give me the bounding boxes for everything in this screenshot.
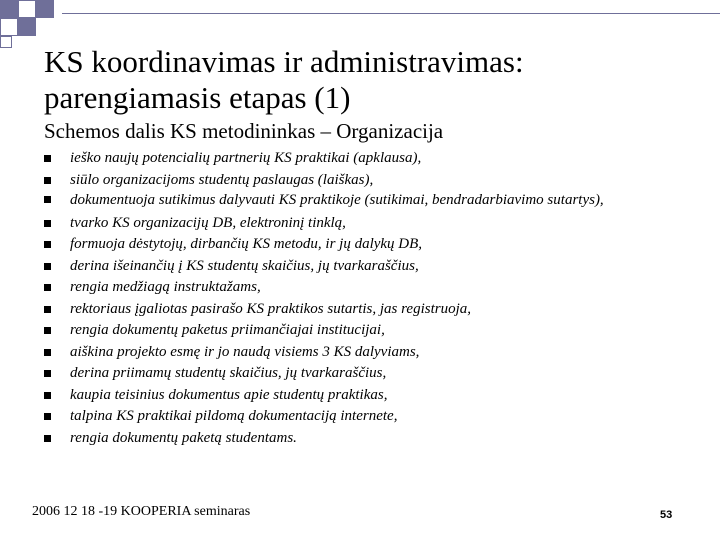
list-item bbox=[44, 234, 684, 256]
square-bullet-icon bbox=[44, 220, 51, 227]
decor-square-1 bbox=[0, 0, 18, 18]
page-number: 53 bbox=[660, 509, 673, 521]
list-item bbox=[44, 385, 684, 407]
square-bullet-icon bbox=[44, 263, 51, 270]
list-item-text: aiškina projekto esmę ir jo naudą visiems 3 KS dalyviams, bbox=[70, 343, 420, 360]
list-item bbox=[44, 342, 684, 364]
header-divider-line bbox=[62, 13, 720, 14]
list-item-text: kaupia teisinius dokumentus apie studentų praktikas, bbox=[70, 386, 388, 403]
square-bullet-icon bbox=[44, 349, 51, 356]
footer-event-text: 2006 12 18 -19 KOOPERIA seminaras bbox=[32, 504, 251, 519]
list-item-text: tvarko KS organizacijų DB, elektroninį tinklą, bbox=[70, 214, 346, 231]
list-item bbox=[44, 428, 684, 450]
list-item-text: rektoriaus įgaliotas pasirašo KS praktikos sutartis, jas registruoja, bbox=[70, 300, 472, 317]
decor-square-2 bbox=[18, 0, 36, 18]
decor-square-6 bbox=[0, 36, 12, 48]
list-item bbox=[44, 170, 684, 192]
square-bullet-icon bbox=[44, 327, 51, 334]
square-bullet-icon bbox=[44, 284, 51, 291]
list-item bbox=[44, 148, 684, 170]
list-item bbox=[44, 213, 684, 235]
list-item bbox=[44, 277, 684, 299]
list-item-text: siūlo organizacijoms studentų paslaugas (laiškas), bbox=[70, 171, 374, 188]
slide-title bbox=[44, 44, 684, 116]
square-bullet-icon bbox=[44, 392, 51, 399]
square-bullet-icon bbox=[44, 413, 51, 420]
slide-subtitle: Schemos dalis KS metodininkas – Organizacija bbox=[44, 119, 444, 143]
list-item-text: rengia dokumentų paketą studentams. bbox=[70, 429, 297, 446]
list-item bbox=[44, 256, 684, 278]
slide-title-line-2: parengiamasis etapas (1) bbox=[44, 80, 351, 115]
list-item-text: derina išeinančių į KS studentų skaičius, jų tvarkaraščius, bbox=[70, 257, 419, 274]
decor-square-3 bbox=[36, 0, 54, 18]
square-bullet-icon bbox=[44, 196, 51, 203]
list-item-text: talpina KS praktikai pildomą dokumentaciją internete, bbox=[70, 408, 398, 424]
list-item bbox=[44, 320, 684, 342]
list-item-text: ieško naujų potencialių partnerių KS praktikai (apklausa), bbox=[70, 150, 422, 166]
list-item bbox=[44, 363, 684, 385]
square-bullet-icon bbox=[44, 241, 51, 248]
list-item-text: dokumentuoja sutikimus dalyvauti KS praktikoje (sutikimai, bendradarbiavimo sutartys), bbox=[70, 192, 604, 208]
square-bullet-icon bbox=[44, 177, 51, 184]
square-bullet-icon bbox=[44, 306, 51, 313]
list-item-text: rengia medžiagą instruktažams, bbox=[70, 279, 261, 295]
square-bullet-icon bbox=[44, 155, 51, 162]
list-item bbox=[44, 299, 684, 321]
slide-title-line-1: KS koordinavimas ir administravimas: bbox=[44, 44, 524, 79]
list-item-text: formuoja dėstytojų, dirbančių KS metodu, ir jų dalykų DB, bbox=[70, 236, 423, 252]
decor-square-5 bbox=[18, 18, 36, 36]
bullet-list bbox=[44, 148, 684, 449]
square-bullet-icon bbox=[44, 435, 51, 442]
list-item bbox=[44, 406, 684, 428]
decor-square-4 bbox=[0, 18, 18, 36]
list-item bbox=[44, 191, 684, 213]
list-item-text: rengia dokumentų paketus priimančiajai institucijai, bbox=[70, 322, 385, 338]
square-bullet-icon bbox=[44, 370, 51, 377]
list-item-text: derina priimamų studentų skaičius, jų tvarkaraščius, bbox=[70, 365, 387, 381]
